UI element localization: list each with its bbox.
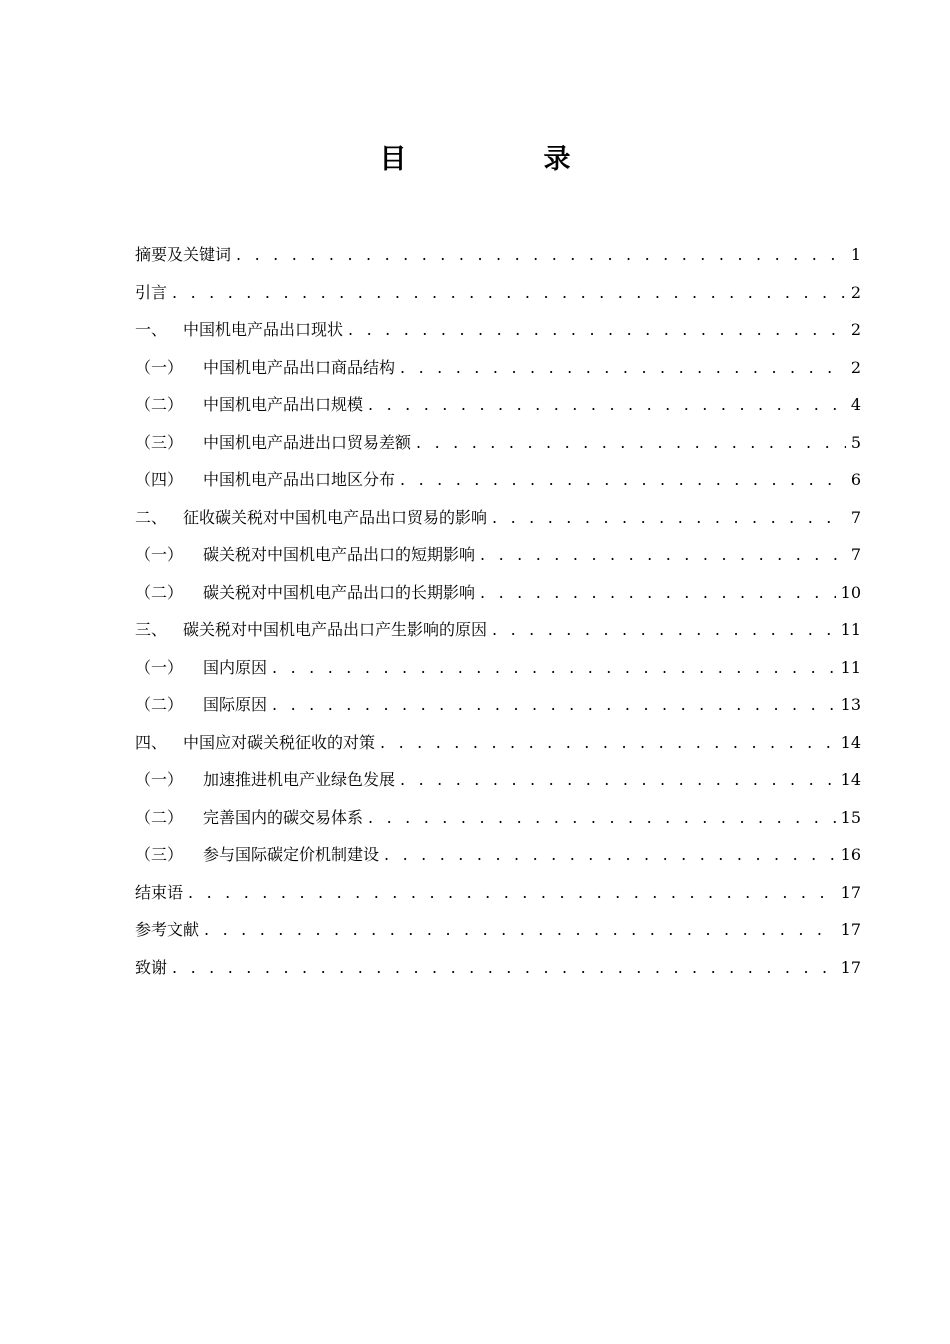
toc-entry-number: （二） xyxy=(135,807,184,827)
toc-entry-number: （一） xyxy=(135,770,184,789)
toc-entry[interactable] xyxy=(135,424,861,462)
toc-entry-number: （一） xyxy=(135,357,184,377)
table-of-contents xyxy=(135,236,861,986)
toc-entry-page-number: 14 xyxy=(840,770,861,789)
toc-entry[interactable] xyxy=(135,274,861,312)
toc-entry-page-number: 5 xyxy=(850,432,861,452)
toc-entry[interactable] xyxy=(135,461,861,499)
toc-entry-number: 三、 xyxy=(135,620,168,639)
toc-entry-number: 二、 xyxy=(135,507,168,527)
toc-entry-page-number: 17 xyxy=(840,882,861,902)
toc-entry-page-number: 15 xyxy=(840,807,861,827)
dot-leader xyxy=(204,911,836,949)
toc-entry-page-number: 2 xyxy=(850,282,861,302)
toc-entry-page-number: 2 xyxy=(850,320,861,339)
toc-entry[interactable] xyxy=(135,386,861,424)
dot-leader xyxy=(492,499,846,537)
toc-entry[interactable] xyxy=(135,574,861,612)
toc-entry[interactable] xyxy=(135,799,861,837)
toc-entry-page-number: 11 xyxy=(840,657,861,677)
dot-leader xyxy=(272,649,836,687)
toc-entry-page-number: 11 xyxy=(840,620,861,639)
toc-entry-page-number: 10 xyxy=(840,582,861,602)
toc-entry-title: 致谢 xyxy=(135,957,168,977)
toc-entry[interactable] xyxy=(135,949,861,987)
toc-entry-title: 中国应对碳关税征收的对策 xyxy=(183,732,376,752)
toc-entry[interactable] xyxy=(135,761,861,799)
toc-entry-page-number: 17 xyxy=(840,957,861,977)
toc-entry-page-number: 17 xyxy=(840,920,861,939)
toc-entry[interactable] xyxy=(135,874,861,912)
toc-entry[interactable] xyxy=(135,611,861,649)
toc-entry-title: 参与国际碳定价机制建设 xyxy=(203,845,380,864)
toc-entry-number: （二） xyxy=(135,582,184,602)
toc-entry-title: 征收碳关税对中国机电产品出口贸易的影响 xyxy=(183,507,488,527)
toc-entry-title: 碳关税对中国机电产品出口的长期影响 xyxy=(203,582,476,602)
toc-entry-page-number: 16 xyxy=(840,845,861,864)
toc-entry-title: 加速推进机电产业绿色发展 xyxy=(203,770,396,789)
dot-leader xyxy=(400,761,836,799)
toc-entry-title: 国内原因 xyxy=(203,657,268,677)
toc-entry-title: 结束语 xyxy=(135,882,184,902)
dot-leader xyxy=(400,461,846,499)
dot-leader xyxy=(480,574,836,612)
dot-leader xyxy=(348,311,846,349)
toc-entry-number: （三） xyxy=(135,845,184,864)
toc-entry-number: （三） xyxy=(135,432,184,452)
toc-entry-title: 完善国内的碳交易体系 xyxy=(203,807,364,827)
toc-entry-title: 中国机电产品出口地区分布 xyxy=(203,470,396,489)
toc-entry-title: 中国机电产品出口商品结构 xyxy=(203,357,396,377)
toc-entry[interactable] xyxy=(135,686,861,724)
toc-entry[interactable] xyxy=(135,499,861,537)
dot-leader xyxy=(492,611,836,649)
toc-entry-page-number: 6 xyxy=(850,470,861,489)
dot-leader xyxy=(380,724,836,762)
toc-entry-number: 一、 xyxy=(135,320,168,339)
toc-title: 目 录 xyxy=(379,144,626,175)
dot-leader xyxy=(172,949,836,987)
dot-leader xyxy=(236,236,846,274)
dot-leader xyxy=(416,424,846,462)
toc-entry-title: 国际原因 xyxy=(203,695,268,714)
toc-entry-title: 摘要及关键词 xyxy=(135,245,232,264)
dot-leader xyxy=(384,836,836,874)
dot-leader xyxy=(480,536,846,574)
toc-entry-number: 四、 xyxy=(135,732,168,752)
toc-entry-number: （一） xyxy=(135,657,184,677)
dot-leader xyxy=(400,349,846,387)
toc-entry-title: 碳关税对中国机电产品出口产生影响的原因 xyxy=(183,620,488,639)
toc-entry[interactable] xyxy=(135,311,861,349)
toc-entry-title: 中国机电产品出口规模 xyxy=(203,395,364,414)
dot-leader xyxy=(188,874,836,912)
toc-entry[interactable] xyxy=(135,649,861,687)
toc-entry[interactable] xyxy=(135,836,861,874)
toc-entry[interactable] xyxy=(135,236,861,274)
toc-entry-number: （四） xyxy=(135,470,184,489)
toc-entry-page-number: 4 xyxy=(850,395,861,414)
toc-entry-page-number: 13 xyxy=(840,695,861,714)
toc-entry-page-number: 7 xyxy=(850,507,861,527)
toc-entry-title: 参考文献 xyxy=(135,920,200,939)
dot-leader xyxy=(172,274,846,312)
dot-leader xyxy=(368,799,836,837)
dot-leader xyxy=(368,386,846,424)
toc-entry-number: （一） xyxy=(135,545,184,564)
dot-leader xyxy=(272,686,836,724)
toc-entry-title: 中国机电产品出口现状 xyxy=(183,320,344,339)
toc-entry[interactable] xyxy=(135,536,861,574)
toc-entry-page-number: 1 xyxy=(850,245,861,264)
toc-entry-page-number: 2 xyxy=(850,357,861,377)
toc-entry-title: 中国机电产品进出口贸易差额 xyxy=(203,432,412,452)
toc-entry[interactable] xyxy=(135,724,861,762)
toc-entry-number: （二） xyxy=(135,395,184,414)
toc-entry-page-number: 7 xyxy=(850,545,861,564)
toc-entry-page-number: 14 xyxy=(840,732,861,752)
toc-entry[interactable] xyxy=(135,911,861,949)
toc-entry-number: （二） xyxy=(135,695,184,714)
toc-entry-title: 碳关税对中国机电产品出口的短期影响 xyxy=(203,545,476,564)
toc-entry-title: 引言 xyxy=(135,282,168,302)
toc-entry[interactable] xyxy=(135,349,861,387)
